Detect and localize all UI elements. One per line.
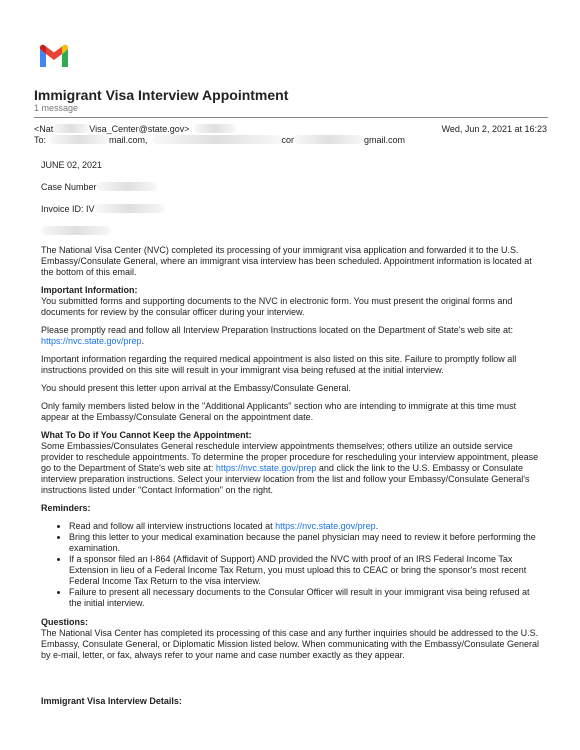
- important-heading: Important Information:: [41, 285, 138, 295]
- letter-date: JUNE 02, 2021: [41, 160, 103, 170]
- reminders-list: [41, 521, 541, 609]
- redacted-sender: [53, 124, 89, 133]
- questions-heading: Questions:: [41, 617, 89, 627]
- important-paragraph: You submitted forms and supporting documents to the NVC in electronic form. You must present the original forms and documents for review by the consular officer during your interview.: [41, 296, 513, 317]
- reminder-item: • If a sponsor filed an I-864 (Affidavit of Support) AND provided the NVC with proof of an IRS Federal Income Tax Extension in lieu of a Federal Income Tax Return, you must upload this to CEAC or bring the sponsor's most recent Federal Income Tax Return to the visa interview.: [69, 554, 541, 587]
- redacted-recipient-2: [152, 135, 282, 144]
- reminder-link[interactable]: https://nvc.state.gov/prep: [275, 521, 376, 531]
- recipient-3-domain: gmail.com: [364, 135, 406, 145]
- recipient-line: [34, 135, 554, 145]
- reminder-item: • Bring this letter to your medical examination because the panel physician may need to review it before performing the examination.: [69, 532, 541, 554]
- present-letter-paragraph: You should present this letter upon arrival at the Embassy/Consulate General.: [41, 383, 351, 393]
- email-subject: Immigrant Visa Interview Appointment: [34, 87, 289, 103]
- case-number-label: Case Number: [41, 182, 97, 192]
- reminders-heading: Reminders:: [41, 503, 91, 513]
- sender-line: [34, 124, 236, 134]
- sender-prefix: <Nat: [34, 124, 54, 134]
- message-count: 1 message: [34, 103, 79, 113]
- reminder-item: • Failure to present all necessary documents to the Consular Officer will result in your immigrant visa being refused at the initial interview.: [69, 587, 541, 609]
- questions-paragraph: The National Visa Center has completed its processing of this case and any further inquiries should be addressed to the U.S. Embassy, Consulate General, or Diplomatic Mission listed below. When communicating with the Embassy/Consulate General by e-mail, letter, or fax, always refer to your name and case number exactly as they appear.: [41, 628, 540, 660]
- cannot-keep-text-2: and click the link to the U.S. Embassy or Consulate interview preparation instructions. Select your interview location from the list and follow your Embassy/Consulate General's instructions listed under "Contact Information" on the right.: [41, 463, 530, 495]
- invoice-line: [41, 204, 541, 215]
- reminder-1-end: .: [375, 521, 379, 531]
- redacted-name: [41, 226, 111, 235]
- family-paragraph: Only family members listed below in the "Additional Applicants" section who are intending to immigrate at this time must appear at the Embassy/Consulate General on the appointment date.: [41, 401, 517, 422]
- prep-end: .: [141, 336, 145, 346]
- prep-link[interactable]: https://nvc.state.gov/prep: [41, 336, 142, 346]
- redacted-name-line: [41, 226, 541, 237]
- to-label: To:: [34, 135, 47, 145]
- redacted-case-number: [97, 182, 157, 191]
- redacted-sender-extra: [194, 124, 236, 133]
- prep-text: Please promptly read and follow all Interview Preparation Instructions located on the Department of State's web site at:: [41, 325, 513, 335]
- redacted-recipient-3: [294, 135, 364, 144]
- sender-address: Visa_Center@state.gov>: [89, 124, 190, 134]
- email-date: Wed, Jun 2, 2021 at 16:23: [441, 124, 547, 134]
- intro-paragraph: The National Visa Center (NVC) completed its processing of your immigrant visa application and forwarded it to the U.S. Embassy/Consulate General, where an immigrant visa interview has been scheduled. Appointment information is located at the bottom of this email.: [41, 245, 532, 277]
- recipient-1-domain: mail.com,: [109, 135, 148, 145]
- header-divider: [34, 117, 548, 118]
- reminder-1-text: Read and follow all interview instructions located at: [69, 521, 273, 531]
- gmail-logo-icon: [38, 44, 70, 67]
- cannot-keep-heading: What To Do if You Cannot Keep the Appointment:: [41, 430, 252, 440]
- reminder-item: [69, 521, 541, 532]
- case-number-line: [41, 182, 541, 193]
- recipient-2-fragment: cor: [281, 135, 295, 145]
- cannot-keep-paragraph: [41, 441, 541, 496]
- medical-paragraph: Important information regarding the required medical appointment is also listed on this site. Failure to promptly follow all instructions provided on this site will result in your immigrant visa being refused at the initial interview.: [41, 354, 517, 375]
- redacted-invoice-id: [95, 204, 165, 213]
- cannot-keep-text-1: Some Embassies/Consulates General reschedule interview appointments themselves; others utilize an outside service provider to reschedule appointments. To determine the proper procedure for rescheduling your interview appointment, please go to the Department of State's web site at:: [41, 441, 539, 473]
- cannot-keep-link[interactable]: https://nvc.state.gov/prep: [215, 463, 317, 473]
- interview-details-heading: Immigrant Visa Interview Details:: [41, 696, 182, 706]
- prep-paragraph: [41, 325, 541, 347]
- invoice-label: Invoice ID: IV: [41, 204, 95, 214]
- redacted-recipient-1: [49, 135, 109, 144]
- letter-body: [41, 160, 541, 668]
